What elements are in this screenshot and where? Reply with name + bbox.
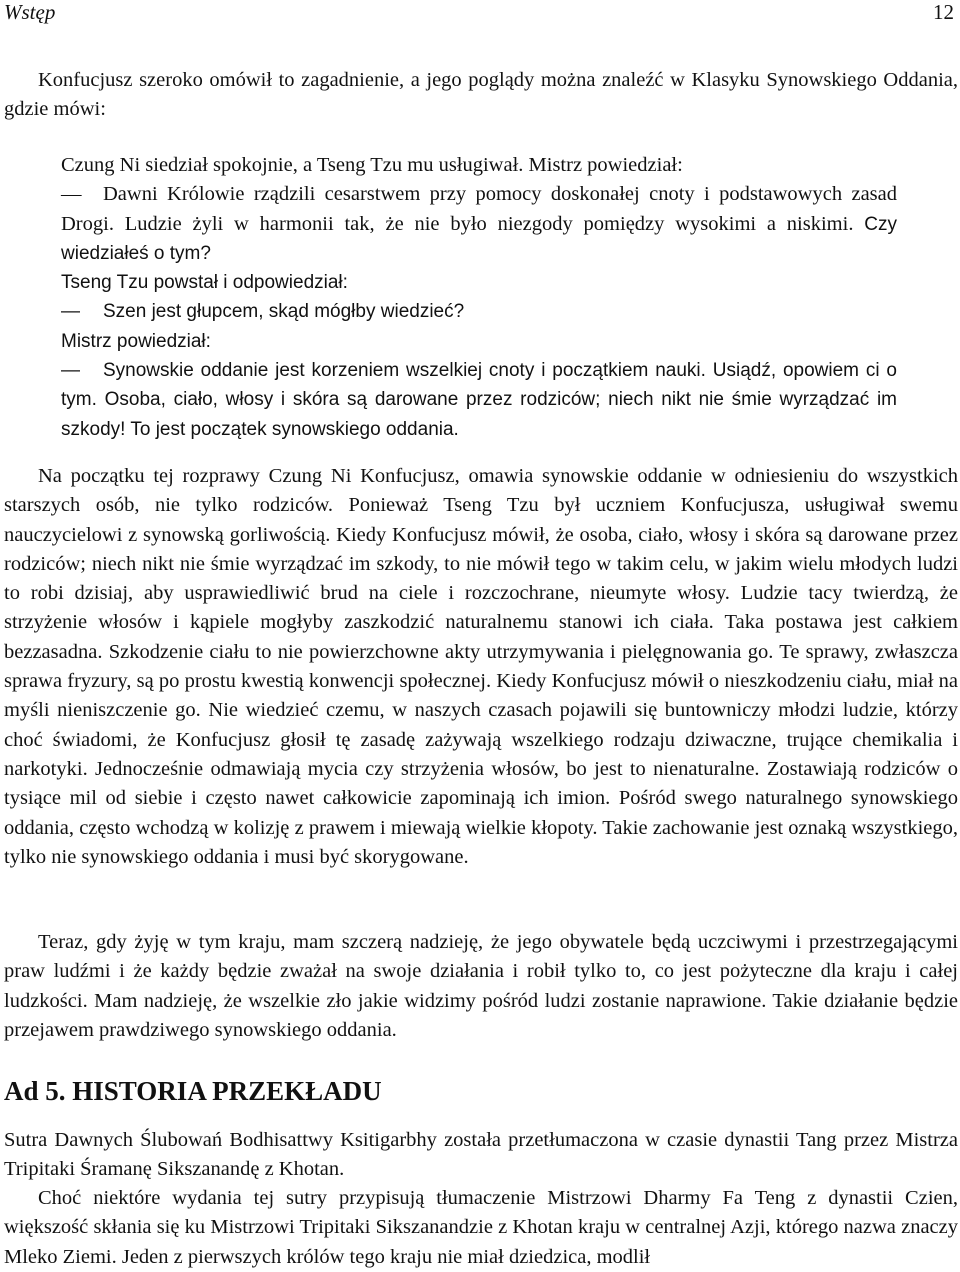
quote-speech: Czy wiedziałeś o tym? [61, 213, 898, 264]
section-heading: Ad 5. HISTORIA PRZEKŁADU [4, 1076, 382, 1106]
quote-line: Tseng Tzu powstał i odpowiedział: [61, 272, 348, 294]
page-header [4, 0, 954, 26]
quote-dash: — [61, 183, 82, 206]
quote-speech: Synowskie oddanie jest korzeniem wszelkiej cnoty i początkiem nauki. Usiądź, opowiem ci o tym. [61, 360, 897, 411]
body-paragraph: Teraz, gdy żyję w tym kraju, mam szczerą nadzieję, że jego obywatele będą uczciwymi i przestrzegającymi praw ludźmi i że każdy będzie zważał na swoje działania i robił tylko to, co jest pożyteczne dla kraju i całej ludzkości. Mam nadzieję, że wszelkie zło jakie widzimy pośród ludzi zostanie naprawione. Takie działanie będzie przejawem prawdziwego synowskiego oddania. [4, 931, 958, 1041]
intro-paragraph: Konfucjusz szeroko omówił to zagadnienie, a jego poglądy można znaleźć w Klasyku Synowskiego Oddania, gdzie mówi: [4, 69, 958, 121]
body-paragraph: Na początku tej rozprawy Czung Ni Konfucjusz, omawia synowskie oddanie w odniesieniu do wszystkich starszych osób, nie tylko rodziców. Ponieważ Tseng Tzu był uczniem Konfucjusza, usługiwał swemu nauczycielowi z synowską gorliwością. Kiedy Konfucjusz mówił, że osoba, ciało, włosy i skóra są darowane przez rodziców; niech nikt nie śmie wyrządzać im szkody, to nie mówił tego w takim celu, w jakim wielu młodych ludzi to robi dzisiaj, aby usprawiedliwić brud na ciele i rozczochrane, nieumyte włosy. Ludzie tacy twierdzą, że strzyżenie włosów i kąpiele mogłyby zaszkodzić naturalnemu stanowi ich ciała. Taka postawa jest całkiem bezzasadna. Szkodzenie ciału to nie powierzchowne akty utrzymywania i pielęgnowania go. Te sprawy, zwłaszcza sprawa fryzury, są po prostu kwestią konwencji społecznej. Kiedy Konfucjusz mówił o nieszkodzeniu ciału, miał na myśli nieniszczenie go. Nie wiedzieć czemu, w naszych czasach pojawili się buntowniczy młodzi ludzie, którzy choć świadomi, że Konfucjusz głosił tę zasadę zażywają wszelkiego rodzaju dziwaczne, trujące chemikalia i narkotyki. Jednocześnie odmawiają mycia czy strzyżenia włosów, bo jest to nienaturalne. Zostawiają rodziców o tysiące mil od siebie i często nawet całkowicie zapominają ich imion. Pośród swego naturalnego synowskiego oddania, często wchodzą w kolizję z prawem i miewają wielkie kłopoty. Takie zachowanie jest oznaką wszystkiego, tylko nie synowskiego oddania i musi być skorygowane. [4, 465, 958, 868]
quote-line [61, 297, 897, 326]
quote-dash: — [61, 360, 80, 382]
quotation-block [61, 151, 897, 444]
quote-line [61, 356, 897, 444]
body-paragraph: Sutra Dawnych Ślubowań Bodhisattwy Ksitigarbhy została przetłumaczona w czasie dynastii Tang przez Mistrza Tripitaki Śramanę Sikszanandę z Khotan. [4, 1129, 958, 1181]
quote-speech: Dawni Królowie rządzili cesarstwem przy pomocy doskonałej cnoty i podstawowych zasad Drogi. Ludzie żyli w harmonii tak, że nie było niezgody pomiędzy wysokimi a niskimi. [61, 183, 897, 235]
page-number: 12 [933, 0, 954, 24]
quote-speech: Szen jest głupcem, skąd mógłby wiedzieć? [103, 301, 465, 323]
quote-line [61, 180, 897, 268]
quote-line: Mistrz powiedział: [61, 330, 211, 352]
quote-line: Czung Ni siedział spokojnie, a Tseng Tzu mu usługiwał. Mistrz powiedział: [61, 154, 683, 176]
running-title: Wstęp [4, 0, 56, 24]
quote-dash: — [61, 301, 80, 323]
quote-speech: Osoba, ciało, włosy i skóra są darowane przez rodziców; niech nikt nie śmie wyrządzać im szkody! To jest początek synowskiego oddania. [61, 389, 897, 440]
body-paragraph: Choć niektóre wydania tej sutry przypisują tłumaczenie Mistrzowi Dharmy Fa Teng z dynastii Czien, większość skłania się ku Mistrzowi Tripitaki Sikszanandzie z Khotan kraju w centralnej Azji, którego nazwa znaczy Mleko Ziemi. Jeden z pierwszych królów tego kraju nie miał dziedzica, modlił [4, 1187, 958, 1268]
